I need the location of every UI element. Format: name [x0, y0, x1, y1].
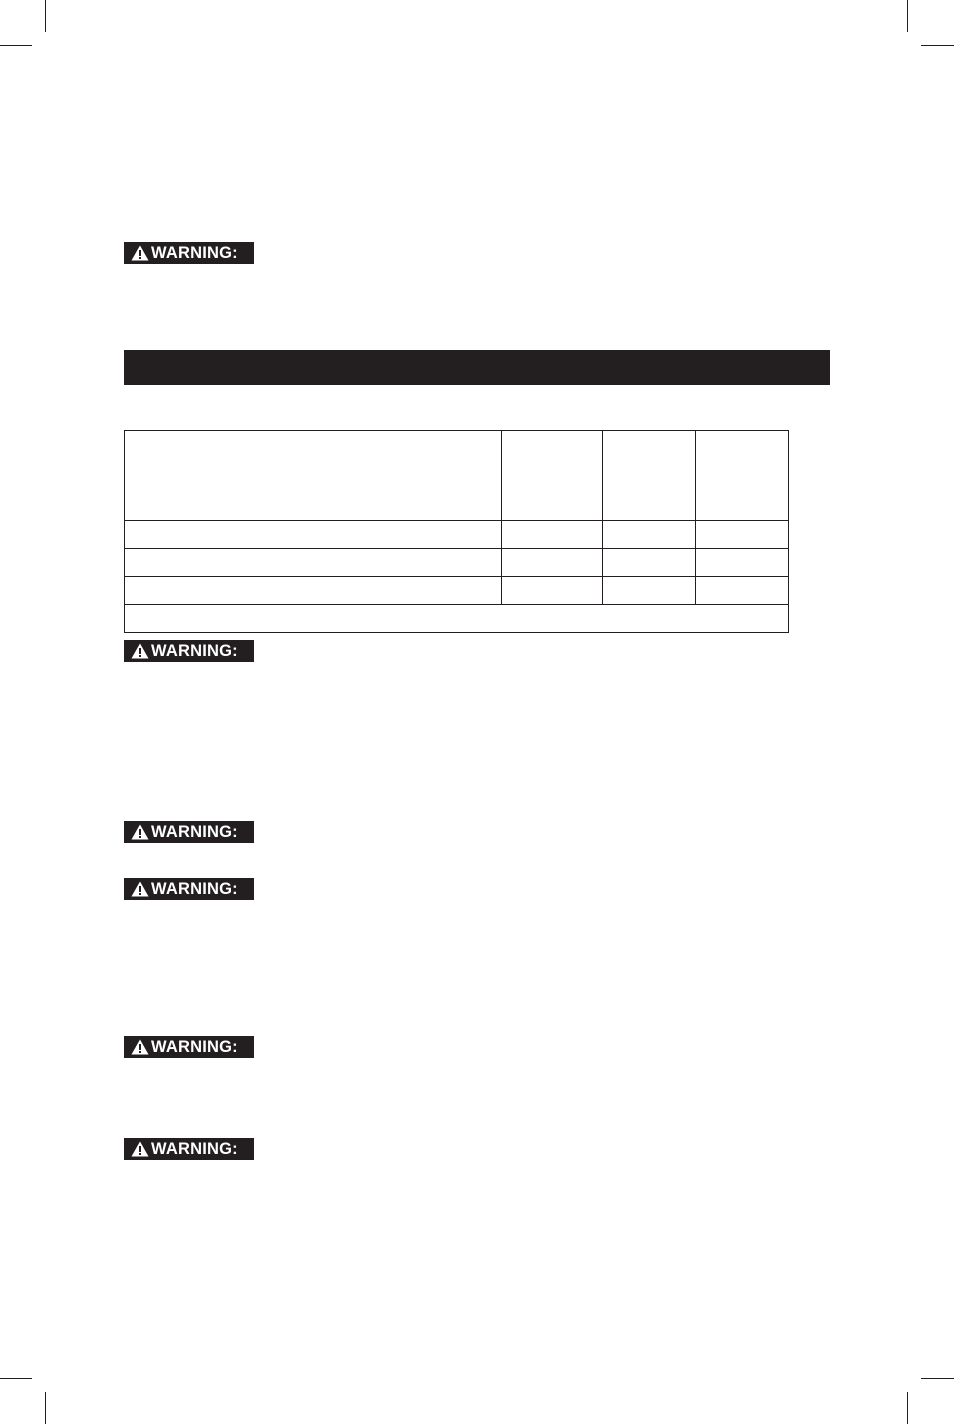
- table-cell: [125, 577, 502, 605]
- warning-triangle-icon: [131, 1141, 149, 1157]
- crop-mark-top-left-horizontal: [0, 45, 32, 46]
- table-cell: [696, 577, 789, 605]
- section-header-bar: [124, 350, 830, 385]
- table-header-row: [125, 431, 789, 521]
- table-cell: [502, 549, 603, 577]
- warning-label-text: WARNING:: [151, 641, 238, 660]
- table-footer-row: [125, 605, 789, 633]
- warning-label: [124, 640, 254, 662]
- table-cell: [603, 577, 696, 605]
- table-row: [125, 549, 789, 577]
- table-cell: [125, 521, 502, 549]
- crop-mark-bottom-left-horizontal: [0, 1378, 32, 1379]
- crop-mark-bottom-right-horizontal: [921, 1378, 954, 1379]
- warning-label: [124, 242, 254, 264]
- table-header-cell: [603, 431, 696, 521]
- warning-label: [124, 878, 254, 900]
- crop-mark-bottom-right-vertical: [907, 1392, 908, 1424]
- warning-label-text: WARNING:: [151, 1139, 238, 1158]
- warning-label: [124, 1138, 254, 1160]
- warning-triangle-icon: [131, 1039, 149, 1055]
- warning-label-text: WARNING:: [151, 822, 238, 841]
- spec-table: [124, 430, 789, 633]
- warning-triangle-icon: [131, 643, 149, 659]
- warning-triangle-icon: [131, 881, 149, 897]
- warning-label-text: WARNING:: [151, 1037, 238, 1056]
- crop-mark-top-left-vertical: [45, 0, 46, 32]
- warning-label: [124, 821, 254, 843]
- crop-mark-top-right-horizontal: [921, 45, 954, 46]
- table-cell: [603, 549, 696, 577]
- warning-label-text: WARNING:: [151, 879, 238, 898]
- table-header-cell: [502, 431, 603, 521]
- table-row: [125, 577, 789, 605]
- table-footer-cell: [125, 605, 789, 633]
- table-cell: [125, 549, 502, 577]
- table-cell: [696, 549, 789, 577]
- table-cell: [502, 577, 603, 605]
- table-cell: [502, 521, 603, 549]
- crop-mark-bottom-left-vertical: [45, 1392, 46, 1424]
- table-cell: [696, 521, 789, 549]
- warning-label: [124, 1036, 254, 1058]
- table-header-cell: [696, 431, 789, 521]
- table-row: [125, 521, 789, 549]
- warning-triangle-icon: [131, 824, 149, 840]
- table-cell: [603, 521, 696, 549]
- warning-triangle-icon: [131, 245, 149, 261]
- table-header-cell: [125, 431, 502, 521]
- crop-mark-top-right-vertical: [907, 0, 908, 32]
- warning-label-text: WARNING:: [151, 243, 238, 262]
